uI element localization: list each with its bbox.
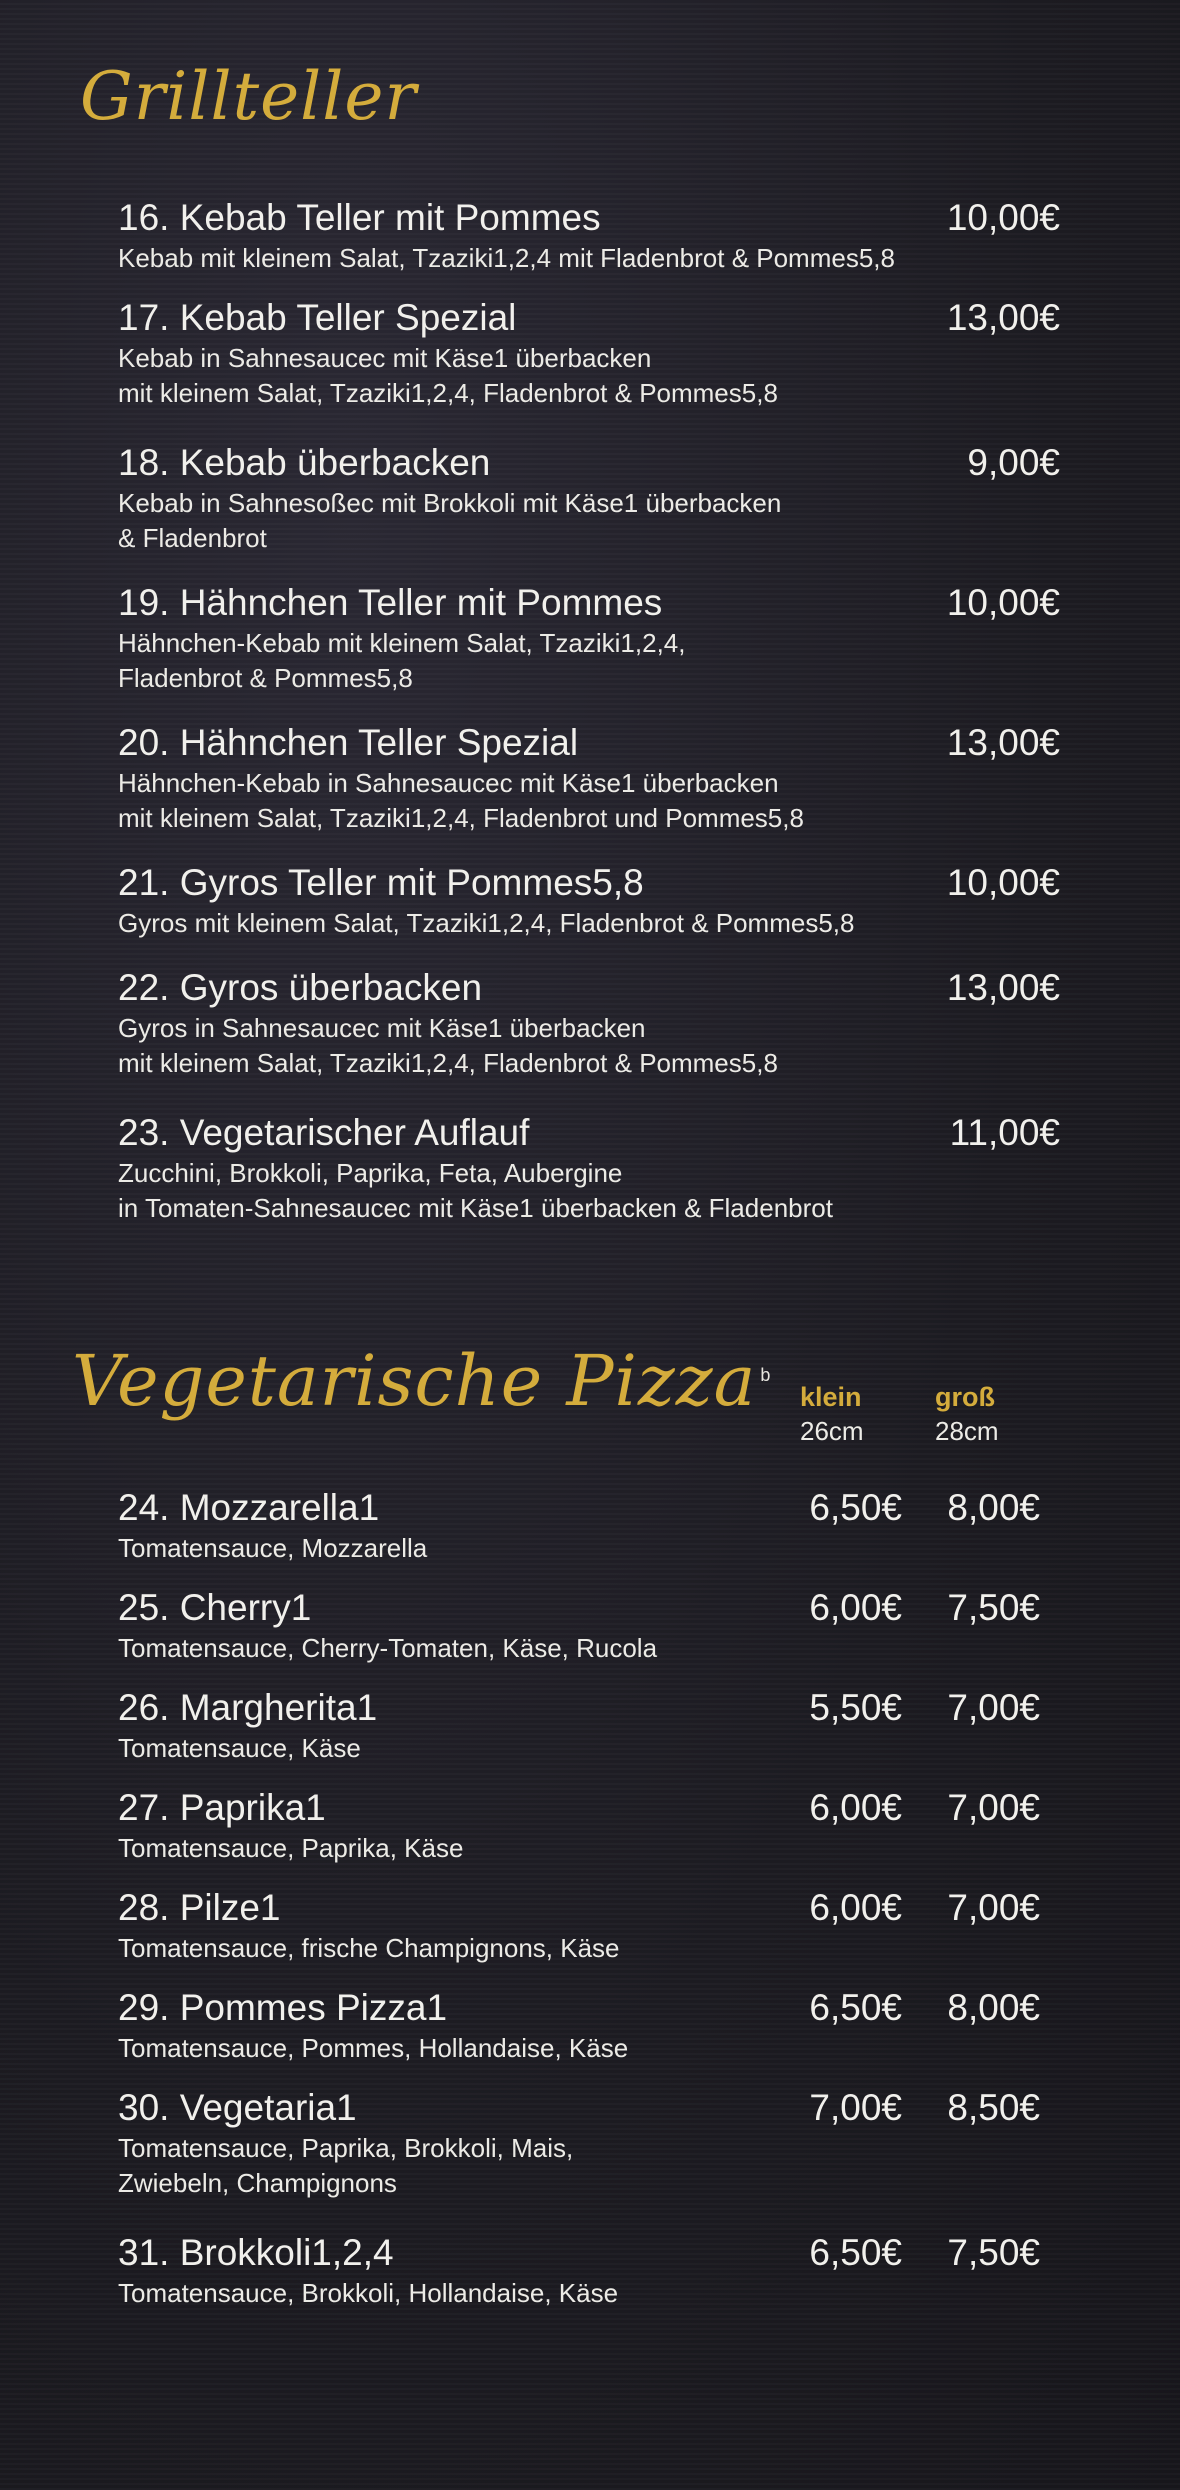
menu-item-description: [118, 241, 895, 276]
price-large: 8,00€: [947, 1487, 1040, 1528]
menu-item-description-line: Kebab mit kleinem Salat, Tzaziki1,2,4 mit Fladenbrot & Pommes5,8: [118, 243, 895, 273]
grill-section-title: Grillteller: [80, 58, 418, 135]
column-small-size: 26cm: [800, 1416, 864, 1446]
menu-item-description-line: Tomatensauce, Pommes, Hollandaise, Käse: [118, 2033, 629, 2063]
menu-item-description-line: Tomatensauce, frische Champignons, Käse: [118, 1933, 620, 1963]
menu-item-description-line: Zucchini, Brokkoli, Paprika, Feta, Aubergine: [118, 1158, 623, 1188]
menu-item-description-line: Hähnchen-Kebab in Sahnesaucec mit Käse1 überbacken: [118, 768, 779, 798]
price-large: 7,00€: [947, 1787, 1040, 1828]
menu-item-description-line: mit kleinem Salat, Tzaziki1,2,4, Fladenbrot & Pommes5,8: [118, 378, 778, 408]
menu-item-description-line: mit kleinem Salat, Tzaziki1,2,4, Fladenbrot und Pommes5,8: [118, 803, 804, 833]
price-small: 6,00€: [809, 1787, 902, 1828]
menu-item-description: [118, 2131, 573, 2201]
menu-item-description: [118, 1011, 778, 1081]
price-large: 8,00€: [947, 1987, 1040, 2028]
menu-item-price: 10,00€: [946, 862, 1060, 903]
menu-item-description-line: Tomatensauce, Brokkoli, Hollandaise, Käse: [118, 2278, 619, 2308]
price-large: 7,00€: [947, 1687, 1040, 1728]
price-large: 7,00€: [947, 1887, 1040, 1928]
menu-item-description: [118, 486, 781, 556]
menu-item-name: 21. Gyros Teller mit Pommes5,8: [118, 862, 644, 903]
pizza-title-footnote: b: [760, 1364, 772, 1385]
menu-item-description-line: Gyros in Sahnesaucec mit Käse1 überbacken: [118, 1013, 646, 1043]
pizza-section-title: [72, 1340, 771, 1422]
menu-item-name: 18. Kebab überbacken: [118, 442, 491, 483]
column-small-label: klein: [800, 1382, 862, 1412]
menu-item-description-line: Tomatensauce, Mozzarella: [118, 1533, 428, 1563]
menu-item-name: 30. Vegetaria1: [118, 2087, 357, 2128]
menu-item-description-line: Gyros mit kleinem Salat, Tzaziki1,2,4, Fladenbrot & Pommes5,8: [118, 908, 855, 938]
menu-item-name: 31. Brokkoli1,2,4: [118, 2232, 394, 2273]
menu-item: [118, 1785, 463, 1866]
menu-item: [118, 295, 778, 411]
menu-item: [118, 2230, 618, 2311]
menu-item-name: 27. Paprika1: [118, 1787, 326, 1828]
menu-item: [118, 720, 804, 836]
price-large: 7,50€: [947, 1587, 1040, 1628]
price-large: 7,50€: [947, 2232, 1040, 2273]
price-small: 6,50€: [809, 1987, 902, 2028]
menu-item-name: 24. Mozzarella1: [118, 1487, 380, 1528]
menu-item-description-line: Kebab in Sahnesoßec mit Brokkoli mit Käse1 überbacken: [118, 488, 782, 518]
menu-item-name: 19. Hähnchen Teller mit Pommes: [118, 582, 663, 623]
menu-item-description: [118, 626, 685, 696]
menu-item-price: 13,00€: [946, 722, 1060, 763]
menu-item: [118, 965, 778, 1081]
menu-item: [118, 580, 685, 696]
menu-item-name: 17. Kebab Teller Spezial: [118, 297, 517, 338]
menu-item: [118, 860, 854, 941]
menu-item-name: 22. Gyros überbacken: [118, 967, 483, 1008]
column-large-size: 28cm: [935, 1416, 999, 1446]
menu-item-description: [118, 1531, 427, 1566]
menu-item-name: 28. Pilze1: [118, 1887, 281, 1928]
menu-item-description: [118, 1156, 833, 1226]
menu-item-name: 23. Vegetarischer Auflauf: [118, 1112, 530, 1153]
menu-item-price: 10,00€: [946, 582, 1060, 623]
menu-item-description: [118, 1731, 377, 1766]
column-header-small: [800, 1380, 864, 1448]
menu-item-description-line: mit kleinem Salat, Tzaziki1,2,4, Fladenbrot & Pommes5,8: [118, 1048, 778, 1078]
price-small: 6,50€: [809, 1487, 902, 1528]
price-small: 6,00€: [809, 1887, 902, 1928]
menu-item-name: 16. Kebab Teller mit Pommes: [118, 197, 601, 238]
price-small: 6,00€: [809, 1587, 902, 1628]
menu-item-description: [118, 1631, 657, 1666]
menu-item-description-line: Tomatensauce, Paprika, Käse: [118, 1833, 464, 1863]
menu-item: [118, 1485, 427, 1566]
price-small: 5,50€: [809, 1687, 902, 1728]
menu-item: [118, 195, 895, 276]
menu-item-description: [118, 2276, 618, 2311]
price-small: 7,00€: [809, 2087, 902, 2128]
menu-item-description-line: Tomatensauce, Paprika, Brokkoli, Mais,: [118, 2133, 574, 2163]
menu-item-price: 9,00€: [967, 442, 1060, 483]
menu-item-name: 29. Pommes Pizza1: [118, 1987, 448, 2028]
menu-item-price: 13,00€: [946, 967, 1060, 1008]
menu-item-price: 13,00€: [946, 297, 1060, 338]
column-header-large: [935, 1380, 999, 1448]
menu-item-description: [118, 2031, 628, 2066]
column-large-label: groß: [935, 1382, 995, 1412]
menu-item-name: 25. Cherry1: [118, 1587, 312, 1628]
menu-item-name: 26. Margherita1: [118, 1687, 378, 1728]
menu-item: [118, 2085, 573, 2201]
menu-item-description-line: Hähnchen-Kebab mit kleinem Salat, Tzaziki1,2,4,: [118, 628, 686, 658]
price-small: 6,50€: [809, 2232, 902, 2273]
menu-item: [118, 1985, 628, 2066]
menu-item-description: [118, 341, 778, 411]
price-large: 8,50€: [947, 2087, 1040, 2128]
menu-item-description: [118, 766, 804, 836]
menu-item-description-line: Kebab in Sahnesaucec mit Käse1 überbacken: [118, 343, 652, 373]
menu-item-description: [118, 1831, 463, 1866]
menu-item-price: 10,00€: [946, 197, 1060, 238]
menu-item: [118, 440, 781, 556]
menu-item-description-line: & Fladenbrot: [118, 523, 267, 553]
menu-item: [118, 1885, 620, 1966]
menu-item: [118, 1685, 377, 1766]
menu-item-price: 11,00€: [949, 1112, 1060, 1153]
menu-item-description-line: Zwiebeln, Champignons: [118, 2168, 397, 2198]
menu-item-description-line: in Tomaten-Sahnesaucec mit Käse1 überbacken & Fladenbrot: [118, 1193, 833, 1223]
menu-item-name: 20. Hähnchen Teller Spezial: [118, 722, 579, 763]
menu-item: [118, 1110, 833, 1226]
menu-item-description: [118, 1931, 620, 1966]
pizza-title-text: Vegetarische Pizza: [72, 1340, 757, 1422]
menu-item: [118, 1585, 657, 1666]
menu-item-description-line: Fladenbrot & Pommes5,8: [118, 663, 413, 693]
menu-item-description-line: Tomatensauce, Cherry-Tomaten, Käse, Rucola: [118, 1633, 658, 1663]
menu-item-description-line: Tomatensauce, Käse: [118, 1733, 361, 1763]
menu-item-description: [118, 906, 854, 941]
